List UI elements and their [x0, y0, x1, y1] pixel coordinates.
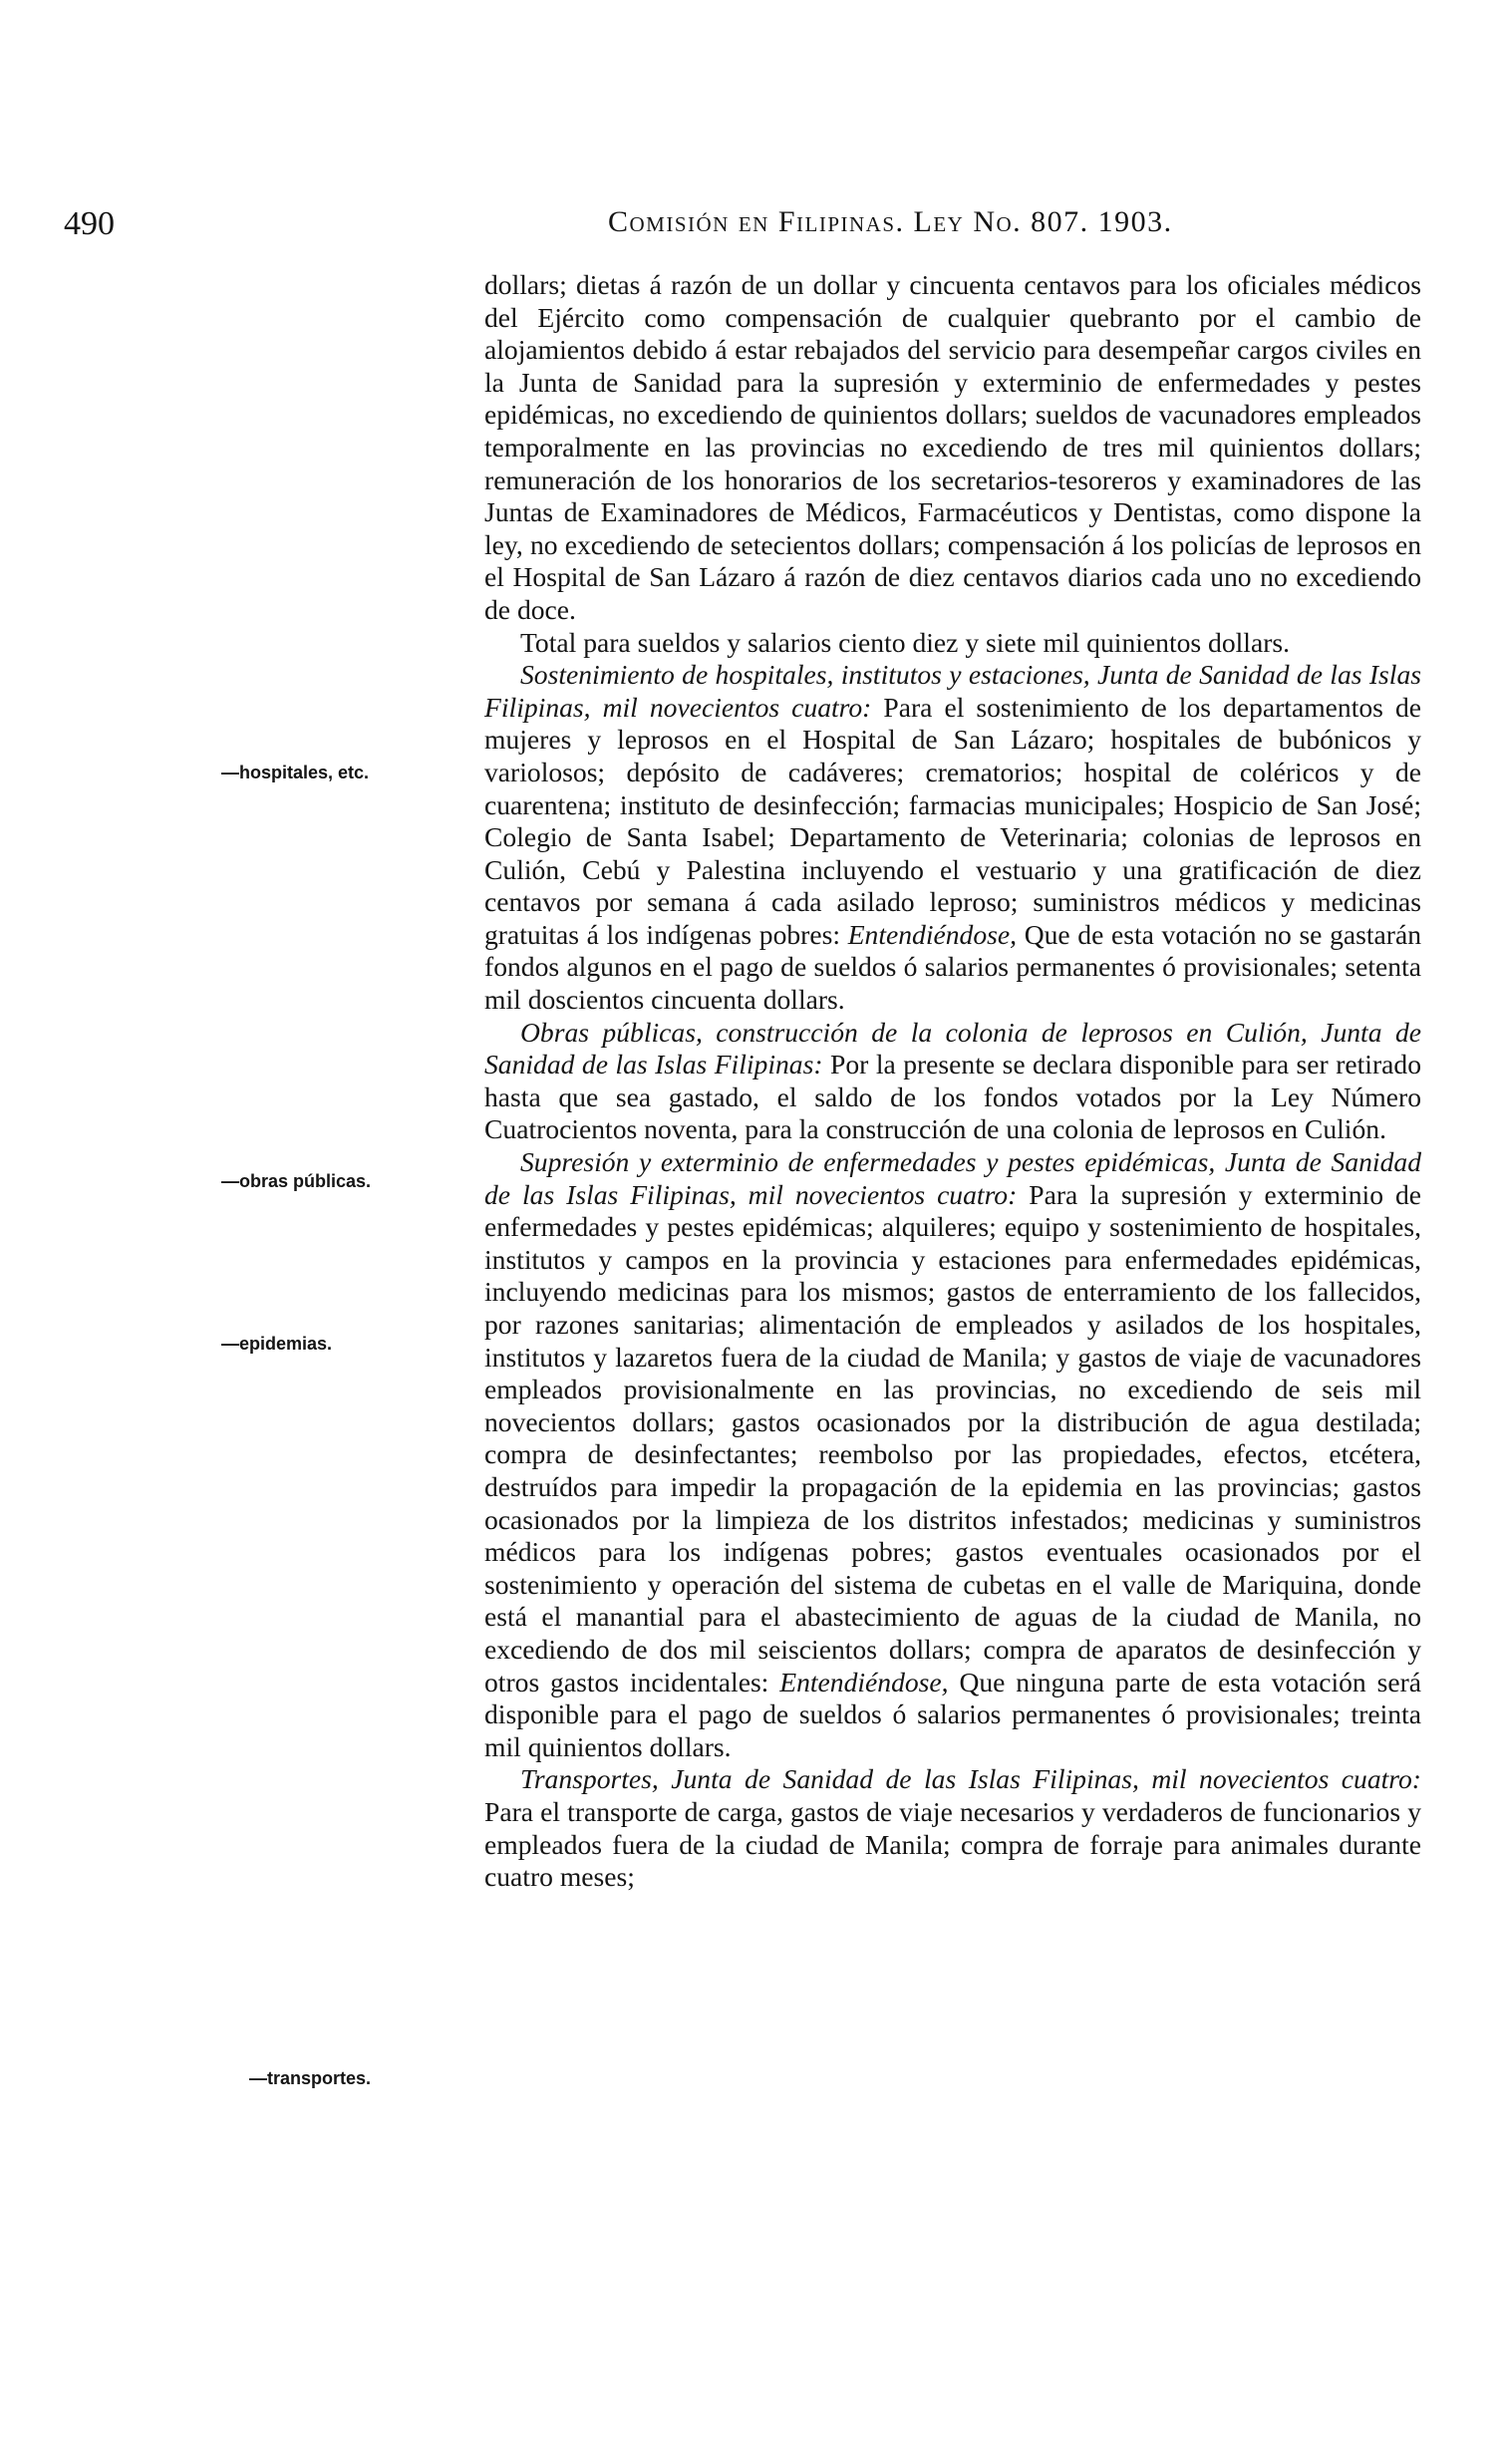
- body-text: [484, 269, 1421, 1894]
- paragraph-continuation: dollars; dietas á razón de un dollar y cincuenta centavos para los oficiales médicos del Ejército como compensación de cualquier quebranto por el cambio de alojamientos debido á estar rebajados del servicio para desempeñar cargos civiles en la Junta de Sanidad para la supresión y exterminio de enfermedades y pestes epidémicas, no excediendo de quinientos dollars; sueldos de vacunadores empleados temporalmente en las provincias no excediendo de tres mil quinientos dollars; remuneración de los honorarios de los secretarios-tesoreros y examinadores de las Juntas de Examinadores de Médicos, Farmacéuticos y Dentistas, como dispone la ley, no excediendo de setecientos dollars; compensación á los policías de leprosos en el Hospital de San Lázaro á razón de diez centavos diarios cada uno no excediendo de doce.: [484, 269, 1421, 625]
- running-head: Comisión en Filipinas. Ley No. 807. 1903.: [608, 205, 1173, 238]
- proviso: Entendiéndose,: [847, 918, 1018, 950]
- paragraph-total-salaries: Total para sueldos y salarios ciento diez y siete mil quinientos dollars.: [520, 626, 1291, 658]
- margin-note-transportes: —transportes.: [249, 2068, 372, 2088]
- paragraph-hospitales: [484, 659, 1421, 1017]
- paragraph-text: Que ninguna parte de esta votación será disponible para el pago de sueldos ó salarios permanentes ó provisionales; treinta mil quinientos dollars.: [484, 1666, 1422, 1762]
- paragraph-text: Para el transporte de carga, gastos de viaje necesarios y verdaderos de funcionarios y empleados fuera de la ciudad de Manila; compra de forraje para animales durante cuatro meses;: [484, 1795, 1421, 1893]
- paragraph-epidemias: [484, 1146, 1421, 1763]
- paragraph-text: Para el sostenimiento de los departamentos de mujeres y leprosos en el Hospital de San Lázaro; hospitales de bubónicos y variolosos; depósito de cadáveres; crematorios; hospital de coléricos y de cuarentena; instituto de desinfección; farmacias municipales; Hospicio de San José; Colegio de Santa Isabel; Departamento de Veterinaria; colonias de leprosos en Culión, Cebú y Palestina incluyendo el vestuario y una gratificación de diez centavos por semana á cada asilado leproso; suministros médicos y medicinas gratuitas á los indígenas pobres:: [484, 691, 1421, 950]
- paragraph-text: Por la presente se declara disponible para ser retirado hasta que sea gastado, el saldo de los fondos votados por la Ley Número Cuatrocientos noventa, para la construcción de una colonia de leprosos en Culión.: [484, 1049, 1421, 1145]
- paragraph-text: Para la supresión y exterminio de enfermedades y pestes epidémicas; alquileres; equipo y sostenimiento de hospitales, institutos y campos en la provincia y estaciones para enfermedades epidémicas, incluyendo medicinas para los mismos; gastos de enterramiento de los fallecidos, por razones sanitarias; alimentación de empleados y asilados de los hospitales, institutos y lazaretos fuera de la ciudad de Manila; y gastos de viaje de vacunadores empleados provisionalmente en las provincias, no excediendo de seis mil novecientos dollars; gastos ocasionados por la distribución de agua destilada; compra de desinfectantes; reembolso por las propiedades, efectos, etcétera, destruídos para impedir la propagación de la epidemia en las provincias; gastos ocasionados por la limpieza de los distritos infestados; medicinas y suministros médicos para los indígenas pobres; gastos eventuales ocasionados por el sostenimiento y operación del sistema de cubetas en el valle de Mariquina, donde está el manantial para el abastecimiento de aguas de la ciudad de Manila, no excediendo de dos mil seiscientos dollars; compra de aparatos de desinfección y otros gastos incidentales:: [484, 1178, 1422, 1697]
- margin-note-hospitales: —hospitales, etc.: [221, 763, 370, 782]
- page-number: 490: [64, 205, 115, 242]
- section-heading-transportes: Transportes, Junta de Sanidad de las Islas Filipinas, mil novecientos cuatro:: [520, 1763, 1421, 1795]
- paragraph-obras-publicas: [484, 1017, 1421, 1146]
- section-heading-obras-publicas: Obras públicas, construcción de la colonia de leprosos en Culión, Junta de Sanidad de las Islas Filipinas:: [484, 1016, 1421, 1080]
- proviso: Entendiéndose,: [779, 1666, 949, 1697]
- section-heading-epidemias: Supresión y exterminio de enfermedades y pestes epidémicas, Junta de Sanidad de las Islas Filipinas, mil novecientos cuatro:: [484, 1146, 1421, 1210]
- paragraph-text: Que de esta votación no se gastarán fondos algunos en el pago de sueldos ó salarios permanentes ó provisionales; setenta mil doscientos cincuenta dollars.: [484, 918, 1421, 1016]
- margin-note-obras-publicas: —obras públicas.: [221, 1171, 372, 1191]
- paragraph-transportes: [484, 1763, 1421, 1893]
- section-heading-hospitales: Sostenimiento de hospitales, institutos y estaciones, Junta de Sanidad de las Islas Filipinas, mil novecientos cuatro:: [484, 659, 1421, 723]
- margin-note-epidemias: —epidemias.: [221, 1334, 333, 1354]
